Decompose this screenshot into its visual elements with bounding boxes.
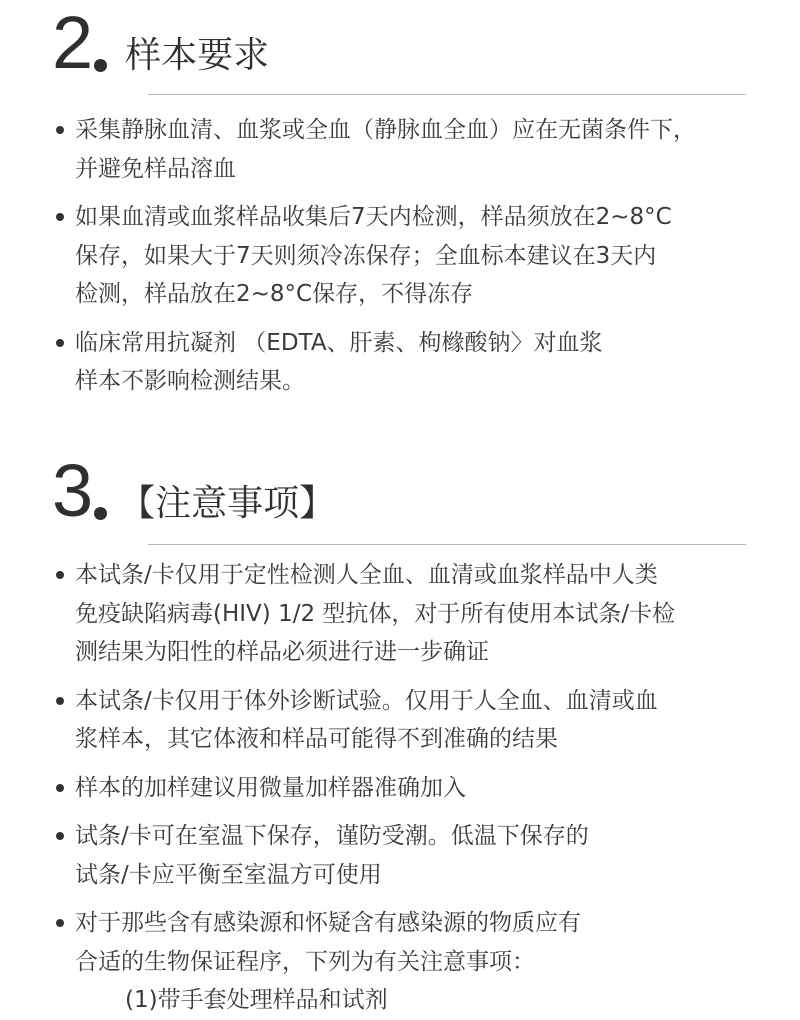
list-item-line: 免疫缺陷病毒(HIV) 1/2 型抗体，对于所有使用本试条/卡检 [75,600,676,627]
list-item-line: 本试条/卡仅用于体外诊断试验。仅用于人全血、血清或血 [75,687,658,714]
section-2-heading [52,1,270,84]
section-2-list [56,111,756,401]
list-item [56,556,756,672]
list-item-line: 对于那些含有感染源和怀疑含有感染源的物质应有 [75,910,581,936]
section-number-dot [94,59,107,72]
list-item [56,111,756,188]
list-item [56,769,756,808]
bullet-icon [56,919,64,927]
bullet-icon [56,697,64,705]
list-item-line: 样本不影响检测结果。 [75,368,305,394]
list-item-line: 合适的生物保证程序，下列为有关注意事项： [75,948,535,975]
list-item [56,817,756,894]
list-item-line: 保存，如果大于7天则须冷冻保存；全血标本建议在3天内 [75,242,657,269]
bullet-icon [56,339,64,347]
section-3-number: 3 [52,449,93,532]
list-item-line: 检测，样品放在2~8°C保存，不得冻存 [75,281,474,307]
list-item-subline: (1)带手套处理样品和试剂 [125,987,388,1013]
bullet-icon [56,213,64,221]
list-item-line: 试条/卡可在室温下保存，谨防受潮。低温下保存的 [75,823,589,849]
section-3-title: 【注意事项】 [119,483,336,524]
list-item-line: 如果血清或血浆样品收集后7天内检测，样品须放在2~8°C [75,204,672,230]
list-item [56,198,756,314]
list-item-line: 试条/卡应平衡至室温方可使用 [75,861,382,888]
list-item-line: 浆样本，其它体液和样品可能得不到准确的结果 [75,726,558,752]
section-3-heading [52,449,336,532]
list-item-line: 本试条/卡仅用于定性检测人全血、血清或血浆样品中人类 [75,562,658,588]
list-item-line: 采集静脉血清、血浆或全血（静脉血全血）应在无菌条件下， [75,117,696,143]
bullet-icon [56,571,64,579]
list-item-line: 测结果为阳性的样品必须进行进一步确证 [75,639,489,665]
list-item-line: 并避免样品溶血 [75,155,236,182]
list-item [56,904,756,1020]
section-2-divider [148,94,746,95]
list-item-line: 样本的加样建议用微量加样器准确加入 [75,774,466,801]
section-number-dot [94,507,107,520]
section-3-list [56,556,756,1020]
list-item-line: 临床常用抗凝剂 （EDTA、肝素、枸橼酸钠〉对血浆 [75,329,603,356]
section-2-number: 2 [52,1,93,84]
section-2-title: 样本要求 [125,35,270,76]
bullet-icon [56,784,64,792]
section-3-divider [148,544,746,545]
bullet-icon [56,126,64,134]
list-item [56,682,756,759]
list-item [56,324,756,401]
bullet-icon [56,832,64,840]
